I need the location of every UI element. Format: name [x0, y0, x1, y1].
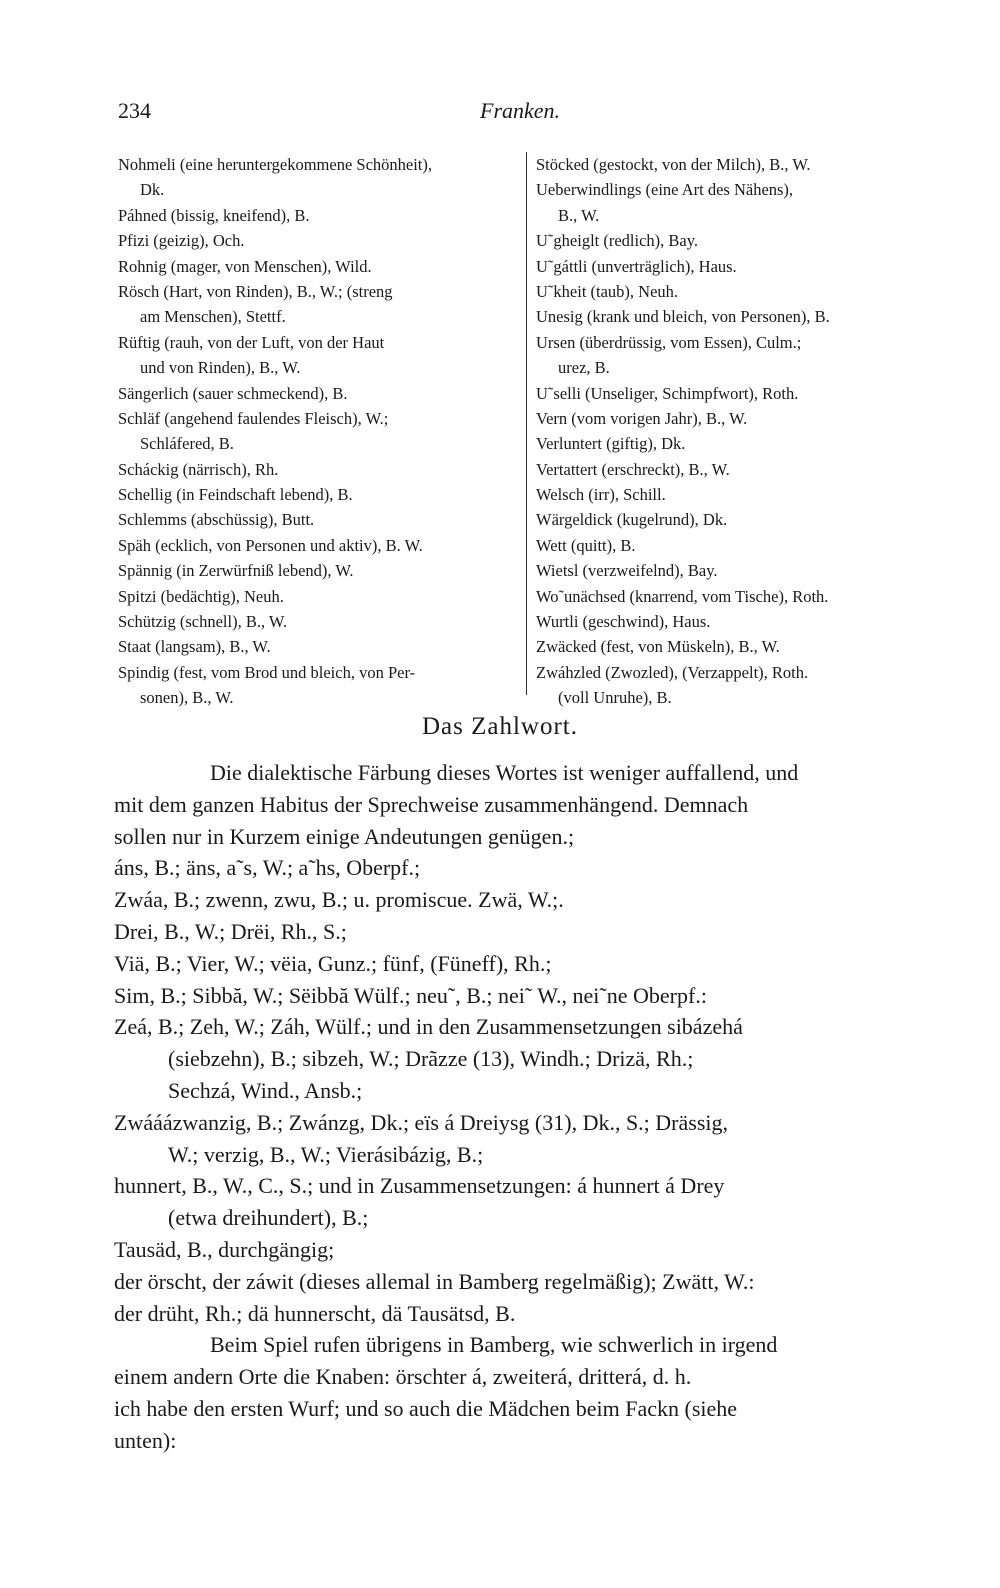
- body-line: Zeá, B.; Zeh, W.; Záh, Wülf.; und in den Zusammensetzungen sibázehá: [114, 1014, 743, 1040]
- glossary-entry: Schläf (angehend faulendes Fleisch), W.;: [118, 408, 389, 428]
- glossary-entry: Wett (quitt), B.: [536, 535, 636, 555]
- glossary-entry: U˜gheiglt (redlich), Bay.: [536, 231, 699, 251]
- glossary-entry: Unesig (krank und bleich, von Personen), B.: [536, 307, 830, 327]
- glossary-entry: Scháckig (närrisch), Rh.: [118, 459, 279, 479]
- body-text: [114, 757, 929, 1457]
- running-head: Franken.: [480, 98, 561, 123]
- body-line: einem andern Orte die Knaben: örschter á, zweiterá, dritterá, d. h.: [114, 1364, 692, 1390]
- glossary-entry: U˜selli (Unseliger, Schimpfwort), Roth.: [536, 383, 799, 403]
- glossary-entry: Staat (langsam), B., W.: [118, 637, 271, 657]
- glossary-entry: Páhned (bissig, kneifend), B.: [118, 205, 310, 225]
- glossary-entry: Späh (ecklich, von Personen und aktiv), B. W.: [118, 535, 423, 555]
- body-line: mit dem ganzen Habitus der Sprechweise zusammenhängend. Demnach: [114, 791, 749, 817]
- column-divider: [526, 152, 527, 695]
- glossary-entry: Wo˜unächsed (knarrend, vom Tische), Roth.: [536, 586, 829, 606]
- body-line: Viä, B.; Vier, W.; vëia, Gunz.; fünf, (Füneff), Rh.;: [114, 950, 552, 976]
- body-line: Drei, B., W.; Drëi, Rh., S.;: [114, 918, 347, 944]
- glossary-entry: Nohmeli (eine heruntergekommene Schönheit),: [118, 155, 433, 174]
- glossary-entry: Spännig (in Zerwürfniß lebend), W.: [118, 561, 354, 581]
- glossary-entry: Rüftig (rauh, von der Luft, von der Haut: [118, 332, 385, 352]
- glossary-entry: Ursen (überdrüssig, vom Essen), Culm.;: [536, 332, 802, 352]
- glossary-entry: Wurtli (geschwind), Haus.: [536, 612, 711, 632]
- glossary-entry: Schláfered, B.: [140, 434, 234, 454]
- glossary-entry: urez, B.: [558, 358, 610, 378]
- body-line: ich habe den ersten Wurf; und so auch die Mädchen beim Fackn (siehe: [114, 1395, 738, 1421]
- glossary-entry: (voll Unruhe), B.: [558, 688, 672, 708]
- glossary-entry: sonen), B., W.: [140, 688, 234, 708]
- glossary-entry: Spindig (fest, vom Brod und bleich, von Per-: [118, 662, 416, 682]
- body-line: (siebzehn), B.; sibzeh, W.; Drãzze (13), Windh.; Drizä, Rh.;: [168, 1046, 694, 1072]
- glossary-entry: Rohnig (mager, von Menschen), Wild.: [118, 256, 372, 276]
- glossary-entry: Schützig (schnell), B., W.: [118, 612, 288, 632]
- glossary-entry: Spitzi (bedächtig), Neuh.: [118, 586, 284, 606]
- body-line: sollen nur in Kurzem einige Andeutungen genügen.;: [114, 823, 575, 849]
- glossary-entry: Dk.: [140, 180, 165, 200]
- glossary-entry: B., W.: [558, 205, 600, 225]
- glossary-entry: Stöcked (gestockt, von der Milch), B., W.: [536, 155, 811, 174]
- glossary-entry: Wietsl (verzweifelnd), Bay.: [536, 561, 718, 581]
- glossary-entry: Zwäcked (fest, von Müskeln), B., W.: [536, 637, 780, 657]
- body-line: Zwááázwanzig, B.; Zwánzg, Dk.; eïs á Dreiysg (31), Dk., S.; Drässig,: [114, 1109, 729, 1135]
- glossary-entry: Zwáhzled (Zwozled), (Verzappelt), Roth.: [536, 662, 809, 682]
- glossary-entry: U˜gáttli (unverträglich), Haus.: [536, 256, 737, 276]
- body-line: Sechzá, Wind., Ansb.;: [168, 1077, 363, 1103]
- page-number: 234: [118, 98, 151, 123]
- section-title: Das Zahlwort.: [421, 713, 579, 740]
- body-line: der drüht, Rh.; dä hunnerscht, dä Tausätsd, B.: [114, 1300, 516, 1326]
- glossary-entry: Ueberwindlings (eine Art des Nähens),: [536, 180, 794, 200]
- glossary-entry: und von Rinden), B., W.: [140, 358, 301, 378]
- glossary-entry: Vertattert (erschreckt), B., W.: [536, 459, 730, 479]
- glossary-entry: U˜kheit (taub), Neuh.: [536, 281, 679, 301]
- body-line: Zwáa, B.; zwenn, zwu, B.; u. promiscue. Zwä, W.;.: [114, 887, 564, 913]
- glossary-entry: Schellig (in Feindschaft lebend), B.: [118, 485, 353, 505]
- glossary-entry: Pfizi (geizig), Och.: [118, 231, 245, 251]
- body-line: áns, B.; äns, a˜s, W.; a˜hs, Oberpf.;: [114, 855, 421, 881]
- body-line: Die dialektische Färbung dieses Wortes ist weniger auffallend, und: [210, 760, 799, 785]
- glossary-entry: am Menschen), Stettf.: [140, 307, 286, 327]
- glossary-entry: Vern (vom vorigen Jahr), B., W.: [536, 408, 748, 428]
- glossary-left-column: [118, 152, 518, 711]
- body-line: W.; verzig, B., W.; Vierásibázig, B.;: [168, 1141, 484, 1167]
- body-line: Sim, B.; Sibbă, W.; Sëibbă Wülf.; neu˜, B.; nei˜ W., nei˜ne Oberpf.:: [114, 982, 707, 1008]
- glossary-entry: Sängerlich (sauer schmeckend), B.: [118, 383, 348, 403]
- glossary-entry: Verluntert (giftig), Dk.: [536, 434, 686, 454]
- body-line: unten):: [114, 1427, 177, 1453]
- glossary-entry: Rösch (Hart, von Rinden), B., W.; (streng: [118, 281, 393, 301]
- glossary-entry: Schlemms (abschüssig), Butt.: [118, 510, 315, 530]
- glossary-right-column: [536, 152, 938, 711]
- body-line: der örscht, der záwit (dieses allemal in Bamberg regelmäßig); Zwätt, W.:: [114, 1268, 755, 1294]
- glossary-entry: Wärgeldick (kugelrund), Dk.: [536, 510, 728, 530]
- body-line: hunnert, B., W., C., S.; und in Zusammensetzungen: á hunnert á Drey: [114, 1173, 725, 1199]
- glossary-entry: Welsch (irr), Schill.: [536, 485, 666, 505]
- body-line: Beim Spiel rufen übrigens in Bamberg, wie schwerlich in irgend: [210, 1332, 778, 1358]
- body-line: Tausäd, B., durchgängig;: [114, 1236, 335, 1262]
- body-line: (etwa dreihundert), B.;: [168, 1205, 369, 1231]
